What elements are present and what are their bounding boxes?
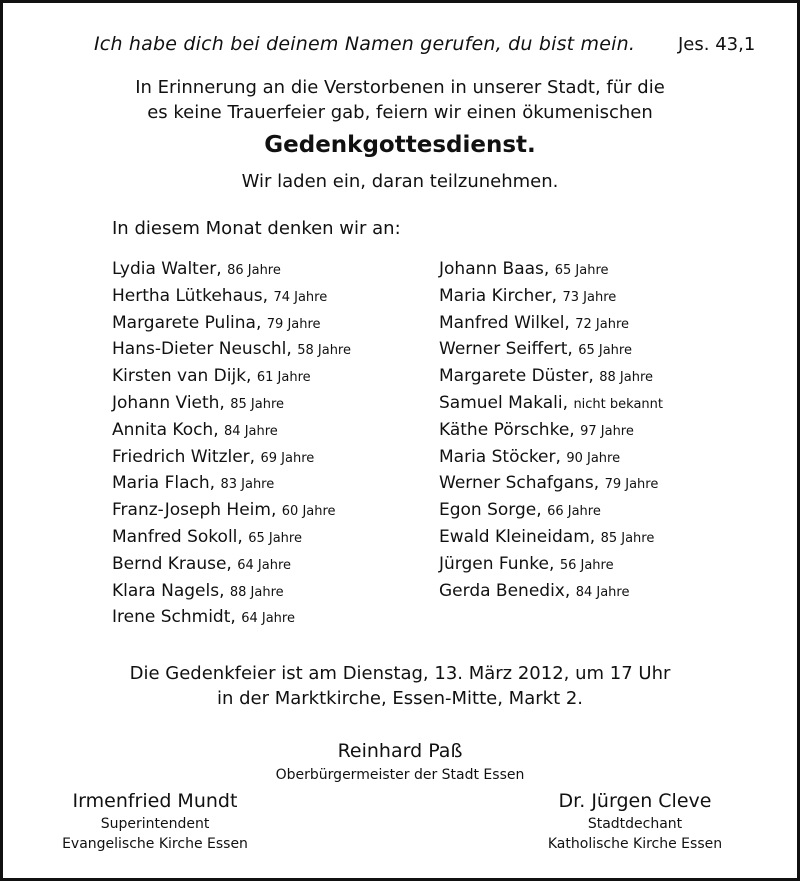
person-name: Margarete Pulina, xyxy=(112,312,262,333)
person-name: Franz-Joseph Heim, xyxy=(112,500,277,521)
person-age: 85 Jahre xyxy=(600,530,655,546)
bible-reference: Jes. 43,1 xyxy=(678,34,756,55)
person-name: Ewald Kleineidam, xyxy=(439,526,596,547)
person-age: 60 Jahre xyxy=(281,504,336,520)
list-item xyxy=(112,551,351,578)
signature-mayor-title: Oberbürgermeister der Stadt Essen xyxy=(275,767,525,783)
person-name: Bernd Krause, xyxy=(112,553,232,574)
person-age: 97 Jahre xyxy=(580,423,634,439)
signature-left xyxy=(50,788,260,854)
signature-left-name: Irmenfried Mundt xyxy=(72,790,238,812)
person-age: 90 Jahre xyxy=(566,450,621,466)
signature-right-name: Dr. Jürgen Cleve xyxy=(558,790,712,812)
person-age: 58 Jahre xyxy=(297,343,351,359)
person-name: Friedrich Witzler, xyxy=(112,446,256,467)
person-name: Manfred Sokoll, xyxy=(112,526,243,547)
person-name: Maria Kircher, xyxy=(439,285,558,306)
person-name: Maria Stöcker, xyxy=(439,446,561,467)
person-name: Klara Nagels, xyxy=(112,580,225,601)
person-name: Gerda Benedix, xyxy=(439,580,571,601)
list-item xyxy=(112,283,351,310)
signature-right-org: Katholische Kirche Essen xyxy=(547,836,723,852)
list-item xyxy=(112,470,351,497)
event-date-line: Die Gedenkfeier ist am Dienstag, 13. März 2012, um 17 Uhr xyxy=(129,663,671,684)
list-item xyxy=(439,283,663,310)
person-age: 79 Jahre xyxy=(266,316,321,332)
person-name: Maria Flach, xyxy=(112,473,216,494)
list-item xyxy=(439,256,663,283)
person-age: 73 Jahre xyxy=(562,289,617,305)
list-item xyxy=(439,524,663,551)
person-age: 64 Jahre xyxy=(237,557,292,573)
signature-right-title: Stadtdechant xyxy=(587,816,683,832)
person-name: Hertha Lütkehaus, xyxy=(112,285,269,306)
list-item xyxy=(439,417,663,444)
signature-right xyxy=(530,788,740,854)
person-age: 85 Jahre xyxy=(230,396,285,412)
deceased-list-right xyxy=(439,256,663,604)
invitation-text: Wir laden ein, daran teilzunehmen. xyxy=(241,171,559,192)
list-item xyxy=(112,524,351,551)
list-item xyxy=(112,310,351,337)
person-name: Manfred Wilkel, xyxy=(439,312,570,333)
person-name: Margarete Düster, xyxy=(439,366,594,387)
list-item xyxy=(439,336,663,363)
signature-left-title: Superintendent xyxy=(100,816,210,832)
person-age: 88 Jahre xyxy=(599,370,654,386)
person-name: Johann Baas, xyxy=(439,259,550,279)
person-name: Werner Schafgans, xyxy=(439,473,600,494)
signature-left-org: Evangelische Kirche Essen xyxy=(62,836,248,852)
person-age: 61 Jahre xyxy=(256,370,311,386)
intro-line-1: In Erinnerung an die Verstorbenen in unserer Stadt, für die xyxy=(135,77,665,98)
person-age: 66 Jahre xyxy=(547,504,601,520)
list-item xyxy=(112,390,351,417)
person-age: 79 Jahre xyxy=(604,477,659,493)
list-item xyxy=(439,497,663,524)
person-age: 69 Jahre xyxy=(260,450,315,466)
list-item xyxy=(112,604,351,631)
list-item xyxy=(439,578,663,605)
list-item xyxy=(439,444,663,471)
person-name: Annita Koch, xyxy=(112,419,219,440)
person-age: 74 Jahre xyxy=(273,289,328,305)
signature-mayor-name: Reinhard Paß xyxy=(337,740,463,762)
list-heading: In diesem Monat denken wir an: xyxy=(112,218,401,239)
list-item xyxy=(112,417,351,444)
page-title: Gedenkgottesdienst. xyxy=(264,132,536,158)
list-item xyxy=(112,497,351,524)
intro-line-2: es keine Trauerfeier gab, feiern wir einen ökumenischen xyxy=(147,102,653,123)
list-item xyxy=(439,310,663,337)
person-age: 84 Jahre xyxy=(575,584,630,600)
person-age: 56 Jahre xyxy=(559,557,614,573)
person-name: Hans-Dieter Neuschl, xyxy=(112,339,292,360)
bible-motto: Ich habe dich bei deinem Namen gerufen, du bist mein. xyxy=(94,33,636,55)
person-name: Kirsten van Dijk, xyxy=(112,366,252,387)
list-item xyxy=(112,256,351,283)
person-age: 86 Jahre xyxy=(227,263,281,278)
list-item xyxy=(439,390,663,417)
person-name: Jürgen Funke, xyxy=(439,553,555,574)
person-name: Käthe Pörschke, xyxy=(439,419,575,440)
person-name: Samuel Makali, xyxy=(439,392,569,413)
person-name: Johann Vieth, xyxy=(112,392,225,413)
person-name: Lydia Walter, xyxy=(112,259,222,279)
person-age: 84 Jahre xyxy=(224,423,278,439)
person-name: Irene Schmidt, xyxy=(112,607,236,628)
list-item xyxy=(112,578,351,605)
list-item xyxy=(439,470,663,497)
person-age: 88 Jahre xyxy=(229,584,284,600)
person-age: 83 Jahre xyxy=(220,477,275,493)
list-item xyxy=(112,444,351,471)
person-age: 65 Jahre xyxy=(248,530,302,546)
person-name: Egon Sorge, xyxy=(439,500,542,521)
person-name: Werner Seiffert, xyxy=(439,339,573,360)
event-location-line: in der Marktkirche, Essen-Mitte, Markt 2. xyxy=(216,688,584,709)
person-age: nicht bekannt xyxy=(573,396,663,412)
person-age: 65 Jahre xyxy=(554,263,609,278)
list-item xyxy=(439,363,663,390)
list-item xyxy=(112,336,351,363)
person-age: 72 Jahre xyxy=(575,316,630,332)
deceased-list-left xyxy=(112,256,351,631)
person-age: 64 Jahre xyxy=(241,611,295,627)
list-item xyxy=(439,551,663,578)
person-age: 65 Jahre xyxy=(578,343,632,359)
list-item xyxy=(112,363,351,390)
